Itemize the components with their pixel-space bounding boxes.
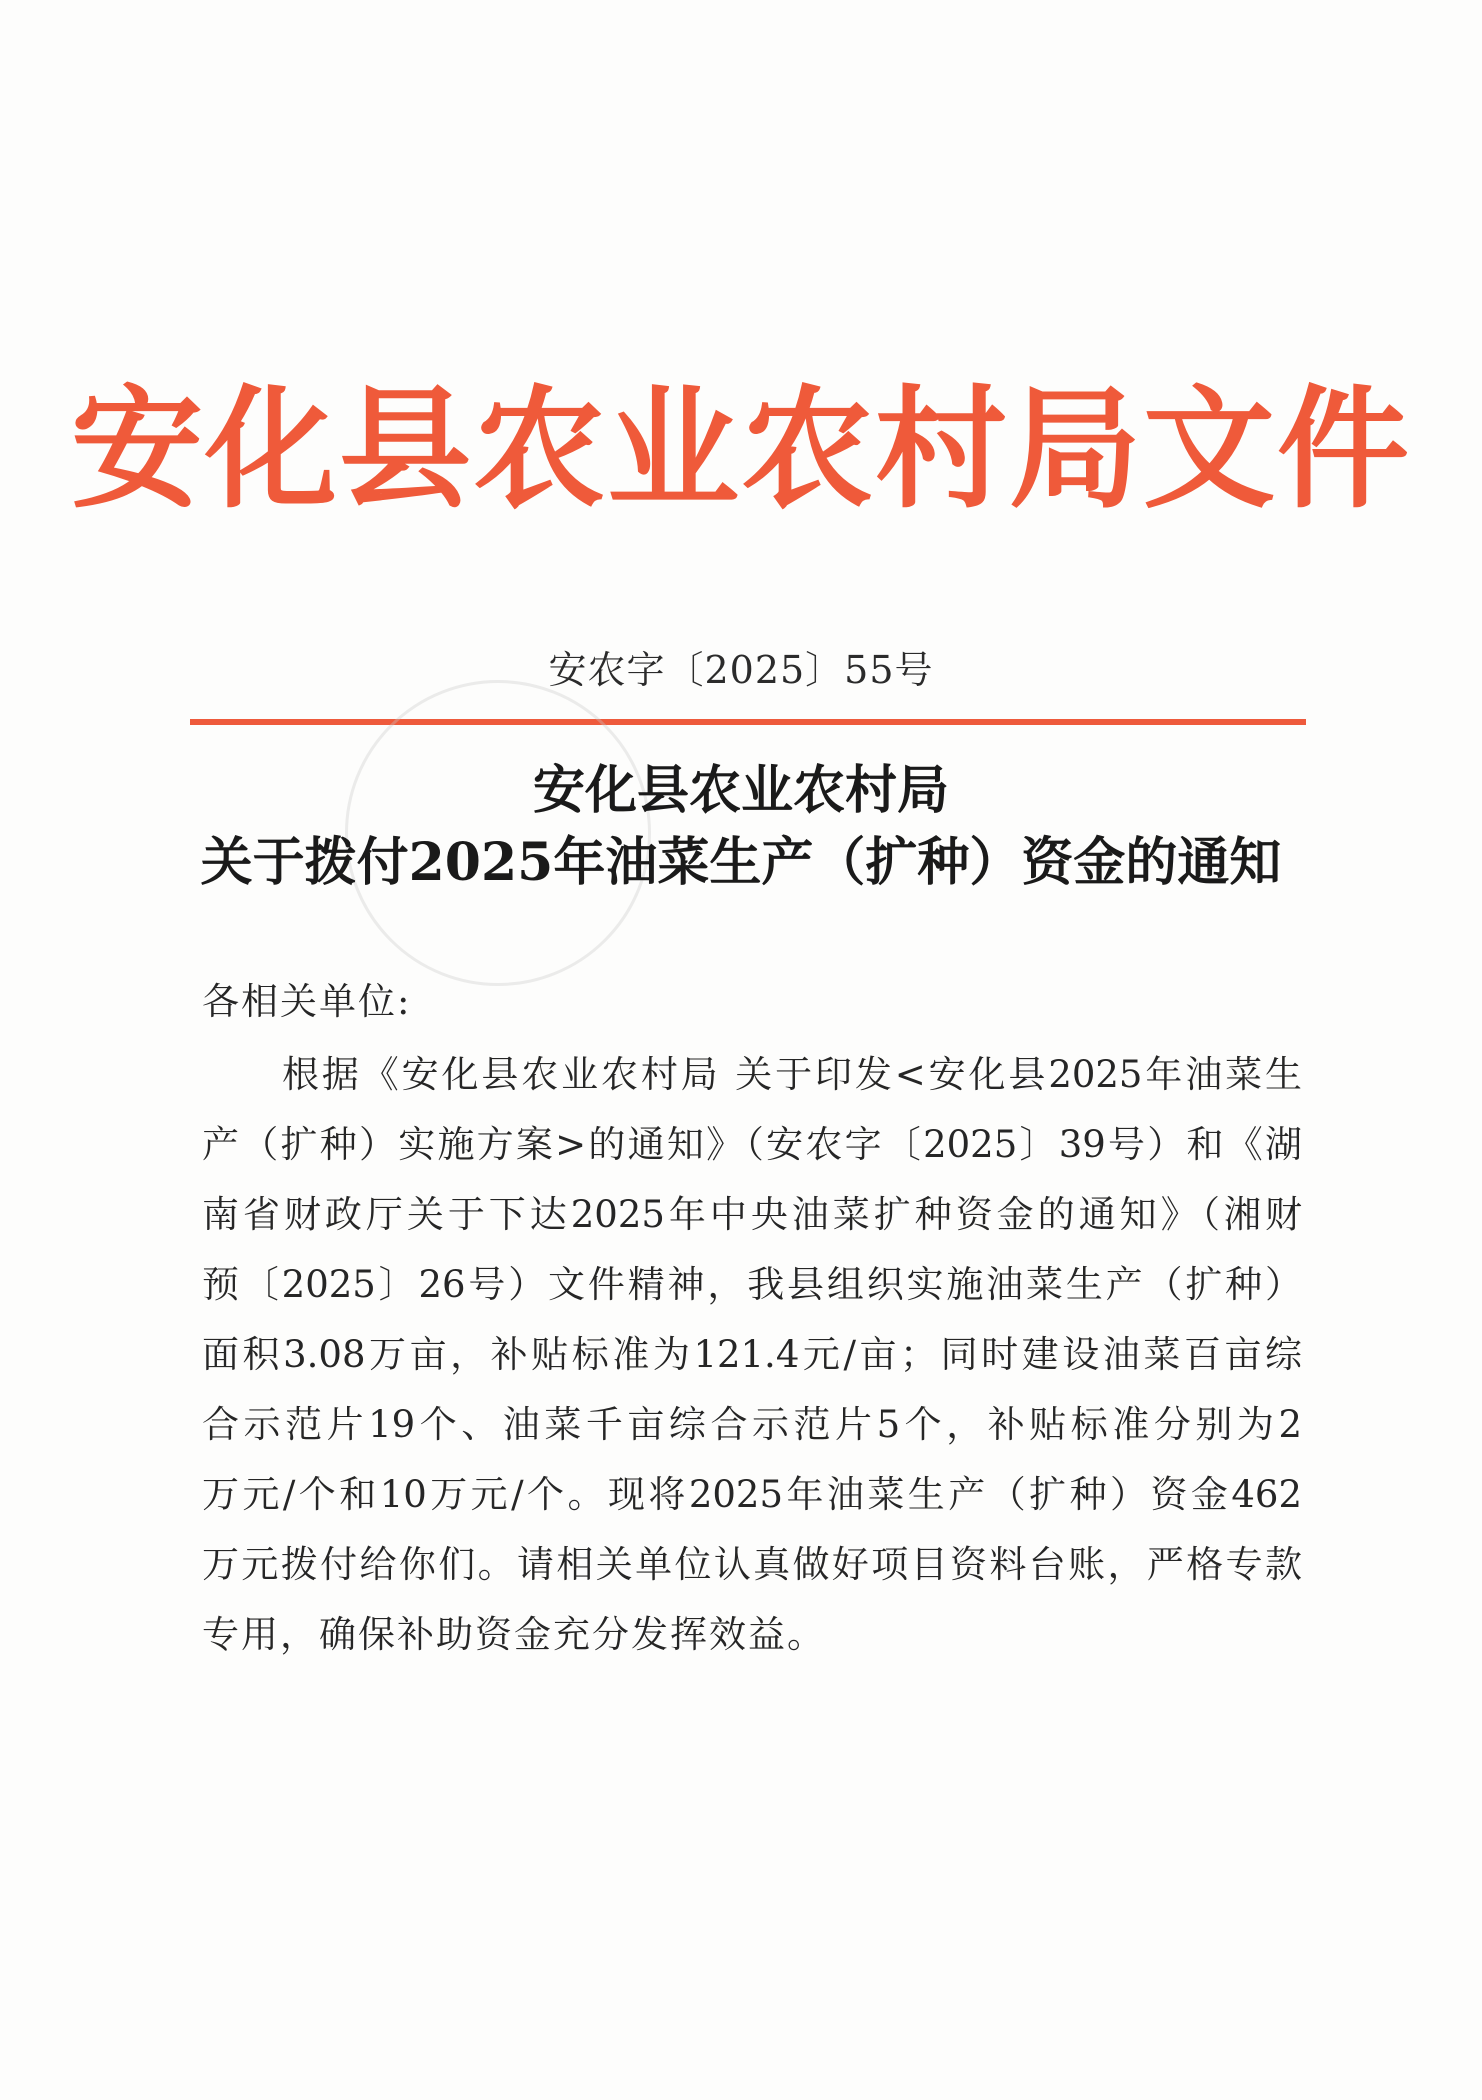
notice-title-line-1: 安化县农业农村局 [532,760,949,821]
body-line-3: 南省财政厅关于下达2025年中央油菜扩种资金的通知》（湘财 [202,1193,1302,1236]
body-line-7: 万元/个和10万元/个。现将2025年油菜生产（扩种）资金462 [202,1473,1302,1516]
body-line-2: 产（扩种）实施方案>的通知》（安农字〔2025〕39号）和《湖 [202,1123,1302,1166]
notice-title-line-2: 关于拨付2025年油菜生产（扩种）资金的通知 [200,832,1282,893]
body-line-1: 根据《安化县农业农村局 关于印发<安化县2025年油菜生 [282,1053,1302,1096]
salutation: 各相关单位: [202,980,412,1023]
document-number: 安农字〔2025〕55号 [548,648,934,692]
body-line-8: 万元拨付给你们。请相关单位认真做好项目资料台账，严格专款 [202,1543,1302,1586]
body-line-5: 面积3.08万亩，补贴标准为121.4元/亩；同时建设油菜百亩综 [202,1333,1302,1376]
red-divider-line [190,719,1306,725]
body-line-4: 预〔2025〕26号）文件精神，我县组织实施油菜生产（扩种） [202,1263,1302,1306]
body-line-6: 合示范片19个、油菜千亩综合示范片5个，补贴标准分别为2 [202,1403,1302,1446]
masthead-title: 安化县农业农村局文件 [71,372,1411,527]
body-line-9: 专用，确保补助资金充分发挥效益。 [202,1613,826,1656]
